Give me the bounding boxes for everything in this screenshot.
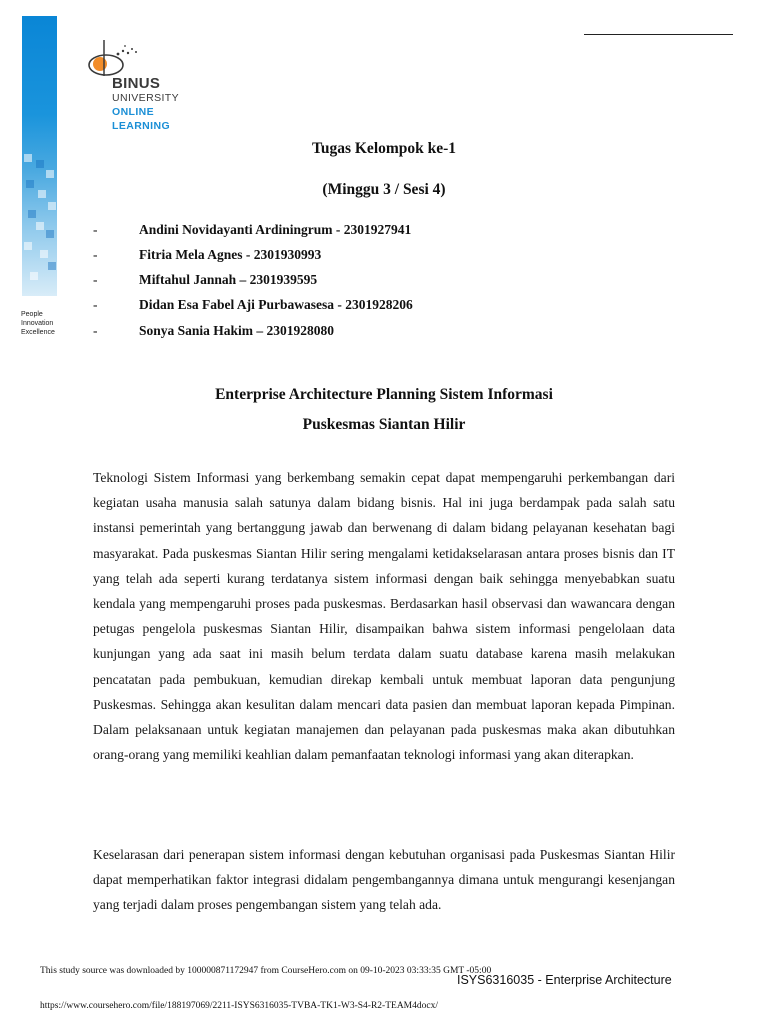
logo-online: ONLINE [112, 106, 155, 118]
member-bullet: - [93, 297, 98, 312]
body-paragraph: Keselarasan dari penerapan sistem informasi dengan kebutuhan organisasi pada Puskesmas Siantan Hilir dapat memperhatikan faktor integrasi didalam pengembangannya dimana untuk mengurangi kesenjangan yang terjadi dalam proses pengembangan sistem yang telah ada. [93, 847, 675, 913]
member-item [93, 297, 693, 315]
logo-learning: LEARNING [112, 120, 171, 132]
member-bullet: - [93, 272, 98, 287]
section-title-line1: Enterprise Architecture Planning Sistem Informasi [215, 386, 553, 403]
binus-logo [84, 38, 204, 136]
decorative-pixel-pattern [22, 150, 57, 300]
body-paragraph: Teknologi Sistem Informasi yang berkembang semakin cepat dapat mempengaruhi perkembangan dari kegiatan usaha manusia salah satunya dalam bidang bisnis. Hal ini juga berdampak pada salah satu instansi pemerintah yang bertanggung jawab dan berwenang di dalam bidang pelayanan kesehatan bagi masyarakat. Pada puskesmas Siantan Hilir sering mengalami ketidakselarasan antara proses bisnis dan IT yang telah ada seperti kurang terdatanya sistem informasi dengan baik sehingga menyebabkan suatu kendala yang mempengaruhi proses pada puskesmas. Berdasarkan hasil observasi dan wawancara dengan petugas pengelola puskesmas Siantan Hilir, disampaikan bahwa sistem informasi pengelolaan data kunjungan yang ada saat ini masih belum terdata dalam suatu database karena masih melakukan pencatatan pada pembukuan, kemudian direkap kembali untuk membuat laporan data pengunjung Puskesmas. Sehingga akan kesulitan dalam mencari data pasien dan membuat laporan kepada Pimpinan. Dalam pelaksanaan untuk kegiatan manajemen dan pelayanan pada puskesmas maka akan dibutuhkan orang-orang yang memiliki keahlian dalam pemanfaatan teknologi informasi yang akan diterapkan. [93, 470, 675, 763]
member-item [93, 222, 693, 240]
course-footer: ISYS6316035 - Enterprise Architecture [457, 973, 672, 987]
tagline-innovation: Innovation [21, 320, 54, 327]
document-title: Tugas Kelompok ke-1 [311, 140, 457, 157]
member-name: Miftahul Jannah – 2301939595 [139, 272, 318, 287]
member-item [93, 323, 693, 341]
tagline-excellence: Excellence [21, 329, 55, 336]
member-bullet: - [93, 323, 98, 338]
member-bullet: - [93, 247, 98, 262]
tagline-people: People [21, 311, 43, 318]
member-name: Fitria Mela Agnes - 2301930993 [139, 247, 322, 262]
member-bullet: - [93, 222, 98, 237]
member-name: Sonya Sania Hakim – 2301928080 [139, 323, 335, 338]
source-url[interactable]: https://www.coursehero.com/file/188197069/2211-ISYS6316035-TVBA-TK1-W3-S4-R2-TEAM4docx/ [40, 1001, 438, 1011]
member-name: Didan Esa Fabel Aji Purbawasesa - 2301928206 [139, 297, 413, 312]
member-name: Andini Novidayanti Ardiningrum - 2301927941 [139, 222, 412, 237]
document-subtitle: (Minggu 3 / Sesi 4) [322, 181, 446, 198]
member-item [93, 247, 693, 265]
download-source-note: This study source was downloaded by 100000871172947 from CourseHero.com on 09-10-2023 03:33:35 GMT -05:00 [40, 966, 492, 976]
logo-mark-icon [84, 38, 144, 78]
tagline [21, 310, 55, 337]
section-title-line2: Puskesmas Siantan Hilir [302, 416, 466, 433]
logo-university: UNIVERSITY [112, 92, 180, 104]
top-right-rule [584, 34, 733, 35]
member-item [93, 272, 693, 290]
logo-binus: BINUS [112, 75, 161, 92]
